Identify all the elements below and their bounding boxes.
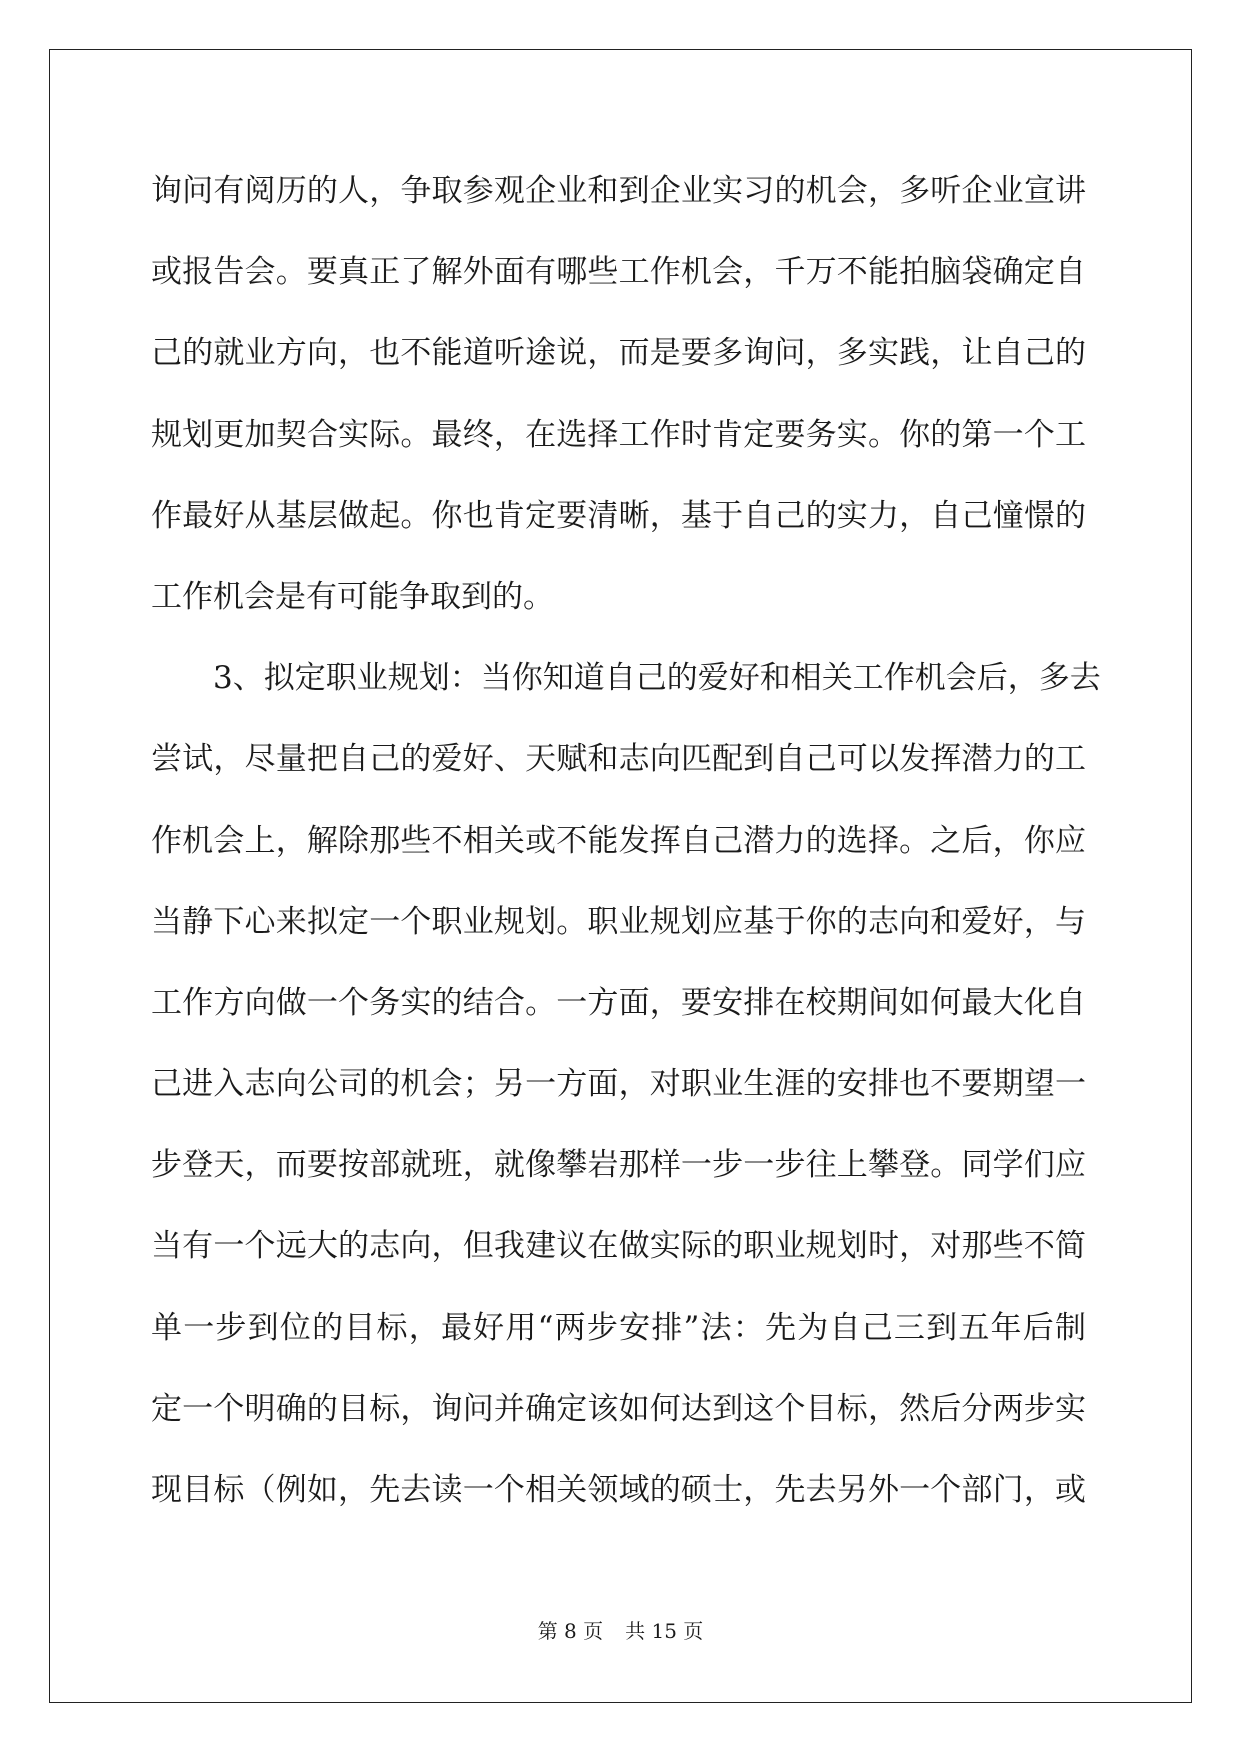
document-body [151,157,1101,1537]
page-number: 第 8 页 [537,1619,604,1643]
text-line: 己的就业方向，也不能道听途说，而是要多询问，多实践，让自己的 [151,335,1086,372]
text-line: 尝试，尽量把自己的爱好、天赋和志向匹配到自己可以发挥潜力的工 [151,741,1086,778]
page-footer [0,1618,1241,1644]
text-line: 作最好从基层做起。你也肯定要清晰，基于自己的实力，自己憧憬的 [151,497,1086,534]
text-line: 规划更加契合实际。最终，在选择工作时肯定要务实。你的第一个工 [151,416,1086,453]
text-line: 现目标（例如，先去读一个相关领域的硕士，先去另外一个部门，或 [151,1472,1086,1508]
text-line: 询问有阅历的人，争取参观企业和到企业实习的机会，多听企业宣讲 [151,173,1086,209]
paragraph-2 [151,644,1101,1537]
text-line: 当静下心来拟定一个职业规划。职业规划应基于你的志向和爱好，与 [151,903,1086,940]
paragraph-1 [151,157,1086,644]
text-line: 或报告会。要真正了解外面有哪些工作机会，千万不能拍脑袋确定自 [151,254,1086,291]
text-line: 己进入志向公司的机会；另一方面，对职业生涯的安排也不要期望一 [151,1066,1086,1103]
text-line: 作机会上，解除那些不相关或不能发挥自己潜力的选择。之后，你应 [151,822,1086,859]
text-line: 工作方向做一个务实的结合。一方面，要安排在校期间如何最大化自 [151,984,1086,1021]
text-line: 工作机会是有可能争取到的。 [151,578,554,615]
text-line: 步登天，而要按部就班，就像攀岩那样一步一步往上攀登。同学们应 [151,1147,1086,1184]
text-line: 3、拟定职业规划：当你知道自己的爱好和相关工作机会后，多去 [213,660,1101,697]
text-line: 当有一个远大的志向，但我建议在做实际的职业规划时，对那些不简 [151,1228,1086,1265]
total-pages: 共 15 页 [625,1619,704,1643]
text-line: 定一个明确的目标，询问并确定该如何达到这个目标，然后分两步实 [151,1390,1086,1427]
text-line: 单一步到位的目标，最好用“两步安排”法：先为自己三到五年后制 [151,1309,1086,1346]
